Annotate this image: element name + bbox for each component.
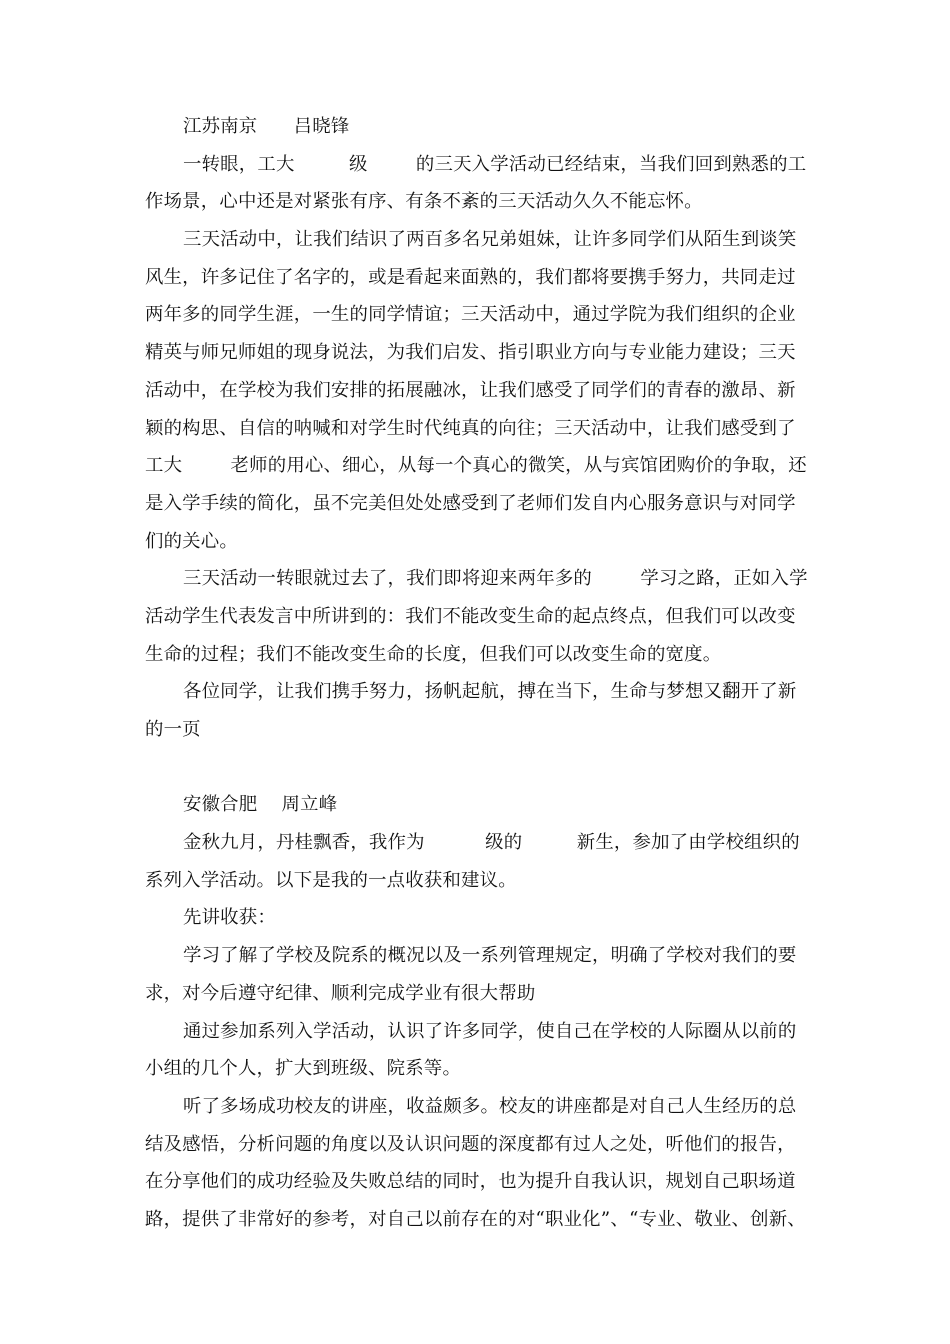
text-line: 是入学手续的简化，虽不完美但处处感受到了老师们发自内心服务意识与对同学 bbox=[145, 492, 796, 514]
text-line: 活动学生代表发言中所讲到的：我们不能改变生命的起点终点，但我们可以改变 bbox=[145, 605, 796, 627]
text-line: 两年多的同学生涯，一生的同学情谊；三天活动中，通过学院为我们组织的企业 bbox=[145, 304, 796, 326]
text-line: 听了多场成功校友的讲座，收益颇多。校友的讲座都是对自己人生经历的总 bbox=[183, 1095, 797, 1117]
text-line: 小组的几个人，扩大到班级、院系等。 bbox=[145, 1058, 462, 1080]
text-line: 精英与师兄师姐的现身说法，为我们启发、指引职业方向与专业能力建设；三天 bbox=[145, 342, 796, 364]
text-line: 先讲收获： bbox=[183, 907, 276, 929]
text-line: 风生，许多记住了名字的，或是看起来面熟的，我们都将要携手努力，共同走过 bbox=[145, 266, 796, 288]
text-line: 生命的过程；我们不能改变生命的长度，但我们可以改变生命的宽度。 bbox=[145, 643, 722, 665]
text-line: 各位同学，让我们携手努力，扬帆起航，搏在当下，生命与梦想又翻开了新 bbox=[183, 681, 797, 703]
paragraph bbox=[145, 937, 815, 1012]
text-line: 在分享他们的成功经验及失败总结的同时，也为提升自我认识，规划自己职场道 bbox=[145, 1171, 796, 1193]
paragraph bbox=[145, 899, 815, 937]
text-line: 金秋九月，丹桂飘香，我作为 级的 新生，参加了由学校组织的 bbox=[183, 832, 800, 854]
text-line: 三天活动一转眼就过去了，我们即将迎来两年多的 学习之路，正如入学 bbox=[183, 568, 808, 590]
blank-line bbox=[145, 749, 815, 787]
text-line: 路，提供了非常好的参考，对自己以前存在的对“职业化”、“专业、敬业、创新、 bbox=[145, 1208, 806, 1230]
text-line: 活动中，在学校为我们安排的拓展融冰，让我们感受了同学们的青春的激昂、新 bbox=[145, 379, 796, 401]
text-line: 结及感悟，分析问题的角度以及认识问题的深度都有过人之处，听他们的报告， bbox=[145, 1133, 796, 1155]
text-line: 通过参加系列入学活动，认识了许多同学，使自己在学校的人际圈从以前的 bbox=[183, 1020, 797, 1042]
paragraph bbox=[145, 221, 815, 560]
paragraph bbox=[145, 146, 815, 221]
paragraph bbox=[145, 1013, 815, 1088]
text-line: 的一页 bbox=[145, 719, 201, 740]
text-line: 学习了解了学校及院系的概况以及一系列管理规定，明确了学校对我们的要 bbox=[183, 945, 797, 967]
text-line: 求，对今后遵守纪律、顺利完成学业有很大帮助 bbox=[145, 982, 536, 1004]
text-line: 们的关心。 bbox=[145, 530, 238, 552]
document-page bbox=[145, 108, 815, 1239]
paragraph bbox=[145, 560, 815, 673]
paragraph bbox=[145, 824, 815, 899]
text-line: 工大 老师的用心、细心，从每一个真心的微笑，从与宾馆团购价的争取，还 bbox=[145, 455, 807, 477]
text-line: 一转眼，工大 级 的三天入学活动已经结束，当我们回到熟悉的工 bbox=[183, 153, 807, 175]
text-line: 作场景，心中还是对紧张有序、有条不紊的三天活动久久不能忘怀。 bbox=[145, 191, 703, 213]
paragraph bbox=[145, 1088, 815, 1239]
author-line: 江苏南京 吕晓锋 bbox=[183, 116, 350, 137]
text-line: 三天活动中，让我们结识了两百多名兄弟姐妹，让许多同学们从陌生到谈笑 bbox=[183, 229, 797, 251]
author-line: 安徽合肥 周立峰 bbox=[183, 794, 338, 816]
text-line: 系列入学活动。以下是我的一点收获和建议。 bbox=[145, 869, 517, 891]
paragraph bbox=[145, 673, 815, 748]
text-line: 颖的构思、自信的呐喊和对学生时代纯真的向往；三天活动中，让我们感受到了 bbox=[145, 417, 796, 439]
